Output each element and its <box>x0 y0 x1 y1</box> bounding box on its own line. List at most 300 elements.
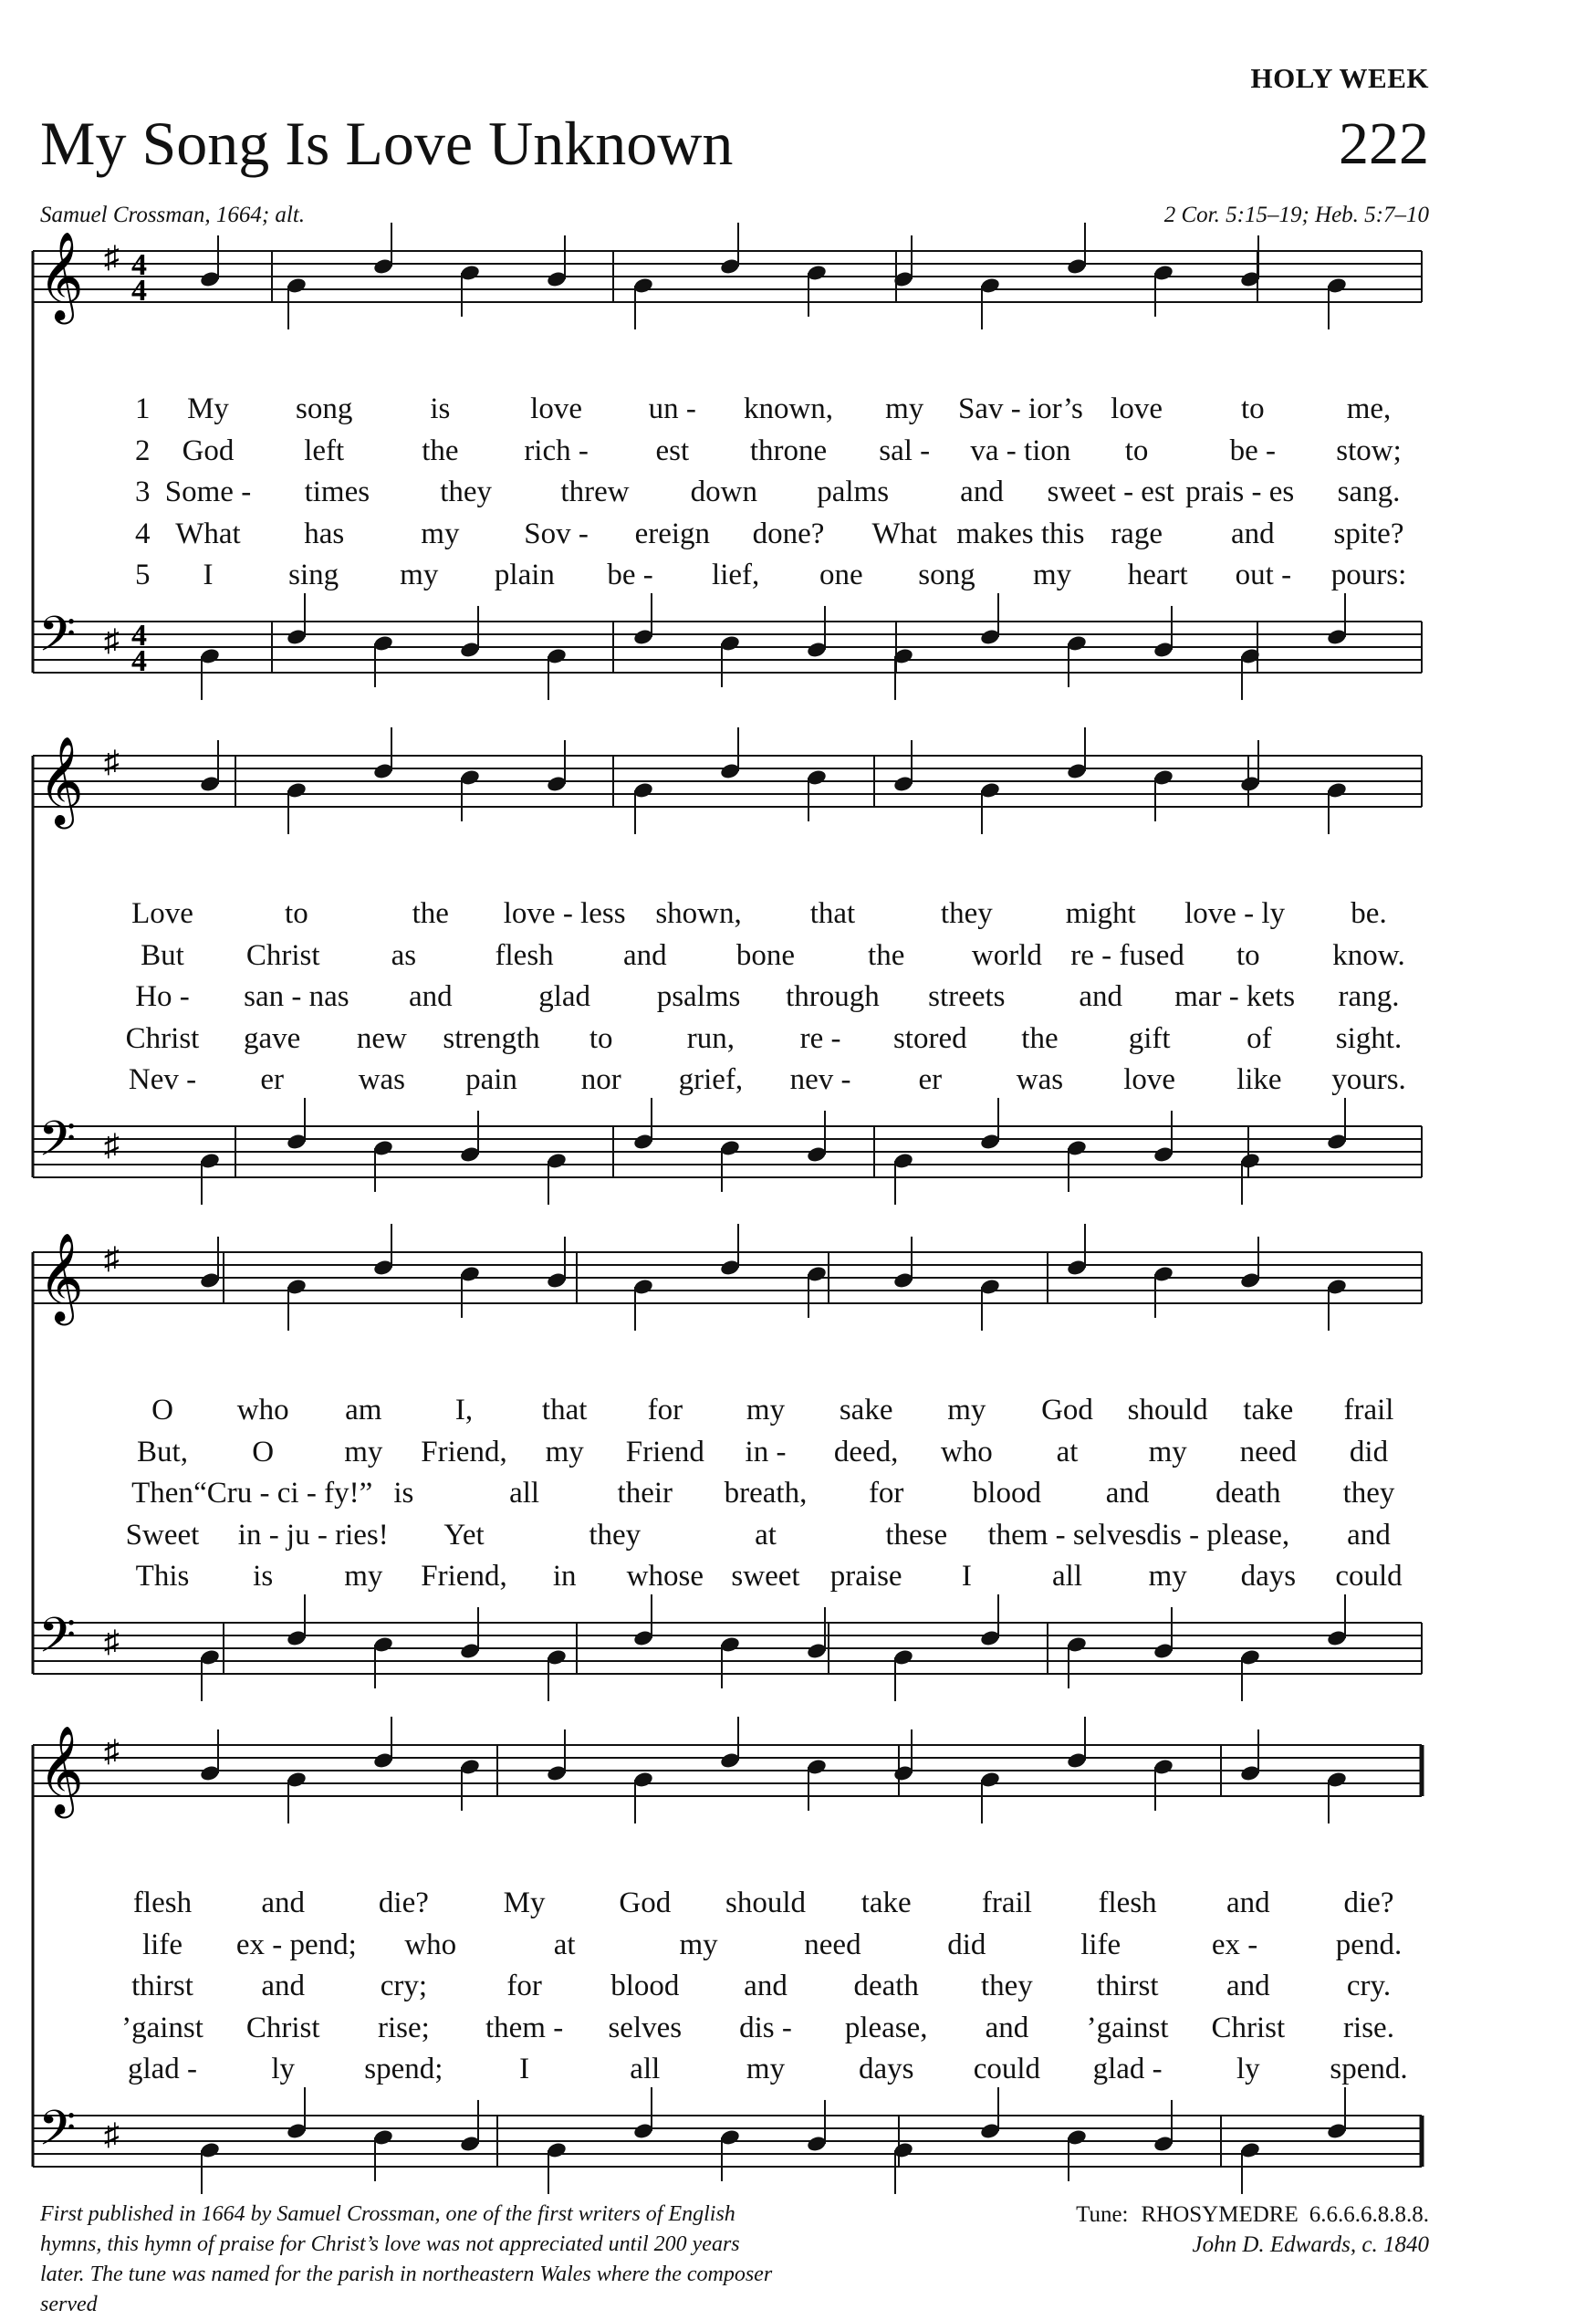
lyric-syllable: love <box>530 392 583 425</box>
lyric-syllable: deed, <box>833 1435 899 1468</box>
lyric-syllable: nev - <box>789 1063 851 1096</box>
lyric-syllable: streets <box>928 980 1006 1013</box>
lyric-syllable: and <box>261 1886 306 1919</box>
lyric-syllable: and <box>1347 1518 1391 1552</box>
lyric-syllable: I <box>961 1560 972 1593</box>
lyric-syllable: left <box>304 434 345 467</box>
lyric-syllable: sal - <box>879 434 931 467</box>
time-signature: 4 <box>131 248 147 282</box>
lyric-syllable: Christ <box>245 938 320 972</box>
lyric-syllable: Some - <box>164 475 252 508</box>
lyric-syllable: grief, <box>678 1063 744 1096</box>
lyric-syllable: known, <box>743 392 834 425</box>
treble-clef-icon: 𝄞 <box>38 1725 84 1814</box>
lyric-syllable: ex - pend; <box>235 1928 357 1961</box>
lyric-syllable: What <box>871 517 937 550</box>
lyric-syllable: and <box>408 980 453 1013</box>
lyric-syllable: palms <box>817 475 890 508</box>
lyric-syllable: rise; <box>377 2011 430 2044</box>
lyric-syllable: my <box>746 2053 786 2085</box>
lyric-syllable: in <box>552 1560 577 1593</box>
lyric-syllable: could <box>1335 1560 1403 1593</box>
verse-number: 4 <box>135 517 151 550</box>
note-head <box>372 223 394 276</box>
lyric-syllable: should <box>1127 1394 1208 1426</box>
lyric-syllable: die? <box>378 1886 429 1919</box>
lyric-syllable: like <box>1236 1063 1282 1096</box>
note-head <box>1326 593 1348 646</box>
lyric-syllable: selves <box>608 2011 683 2044</box>
lyric-syllable: Sav - ior’s <box>957 392 1083 425</box>
note-head <box>632 593 654 646</box>
note-head <box>459 2100 481 2153</box>
tune-line <box>1076 2200 1429 2230</box>
lyric-syllable: lief, <box>712 559 760 591</box>
note-head <box>199 235 221 288</box>
lyric-syllable: that <box>541 1394 588 1426</box>
lyric-syllable: who <box>404 1928 457 1961</box>
lyric-syllable: death <box>853 1970 919 2002</box>
lyric-syllable: Sweet <box>125 1518 200 1552</box>
sharp-icon: ♯ <box>104 746 120 779</box>
note-head <box>892 1730 914 1782</box>
sharp-icon: ♯ <box>104 1625 120 1659</box>
lyric-syllable: take <box>1243 1394 1294 1426</box>
lyric-syllable: my <box>1148 1560 1187 1593</box>
note-head <box>372 1224 394 1277</box>
lyric-syllable: times <box>304 475 370 508</box>
lyric-syllable: and <box>1230 517 1275 550</box>
treble-staff <box>33 1745 1422 1796</box>
lyric-syllable: shown, <box>655 897 742 930</box>
lyric-syllable: has <box>304 517 345 550</box>
note-head <box>546 1730 568 1782</box>
lyric-syllable: Sov - <box>524 517 589 550</box>
lyric-syllable: praise <box>829 1560 902 1593</box>
lyric-syllable: Friend, <box>421 1560 507 1593</box>
lyric-syllable: and <box>985 2011 1029 2044</box>
treble-staff <box>33 1252 1422 1303</box>
lyric-syllable: ereign <box>634 517 711 550</box>
lyric-syllable: run, <box>686 1021 735 1055</box>
lyric-syllable: stow; <box>1336 434 1402 467</box>
note-head <box>459 1111 481 1164</box>
lyric-syllable: know. <box>1332 938 1405 972</box>
verse-number: 1 <box>135 392 151 425</box>
lyric-syllable: done? <box>752 517 825 550</box>
lyric-syllable: was <box>1016 1063 1064 1096</box>
note-head <box>719 727 741 780</box>
time-signature: 4 <box>131 619 147 653</box>
lyric-syllable: pain <box>465 1063 517 1096</box>
lyric-syllable: spend. <box>1330 2053 1408 2085</box>
note-head <box>632 1098 654 1151</box>
treble-staff <box>33 756 1422 807</box>
lyric-syllable: death <box>1215 1477 1281 1510</box>
lyric-syllable: Christ <box>125 1021 200 1055</box>
lyric-syllable: song <box>918 559 975 591</box>
note-head <box>806 2100 828 2153</box>
lyric-syllable: plain <box>494 559 555 591</box>
bass-clef-icon: 𝄢 <box>38 1608 77 1676</box>
lyric-syllable: for <box>647 1394 683 1426</box>
note-head <box>632 1594 654 1647</box>
lyric-syllable: to <box>1240 392 1265 425</box>
bass-clef-icon: 𝄢 <box>38 1112 77 1179</box>
lyric-syllable: blood <box>610 1970 680 2002</box>
lyric-syllable: ex - <box>1211 1928 1258 1961</box>
note-head <box>199 1730 221 1782</box>
lyric-syllable: God <box>182 434 235 467</box>
note-head <box>1153 1111 1174 1164</box>
lyric-syllable: blood <box>972 1477 1041 1510</box>
lyric-syllable: prais - es <box>1185 475 1295 508</box>
lyric-syllable: my <box>947 1394 986 1426</box>
lyric-syllable: flesh <box>495 938 554 972</box>
note-head <box>1239 235 1261 288</box>
lyric-syllable: But <box>141 938 184 972</box>
lyric-syllable: all <box>630 2053 661 2085</box>
lyric-syllable: life <box>1080 1928 1121 1961</box>
note-head <box>286 1594 308 1647</box>
composer-credit: John D. Edwards, c. 1840 <box>1192 2232 1429 2257</box>
lyric-syllable: be - <box>607 559 653 591</box>
lyric-syllable: is <box>393 1477 414 1510</box>
lyric-syllable: of <box>1247 1021 1272 1055</box>
lyric-syllable: dis - <box>739 2011 792 2044</box>
lyric-syllable: ly <box>271 2053 296 2085</box>
lyric-syllable: my <box>746 1394 786 1426</box>
lyric-syllable: Christ <box>1211 2011 1286 2044</box>
lyric-syllable: I <box>203 559 214 591</box>
hymn-title: My Song Is Love Unknown <box>40 109 734 178</box>
note-head <box>806 1111 828 1164</box>
sharp-icon: ♯ <box>104 241 120 275</box>
tune-info <box>1076 2200 1429 2260</box>
lyric-syllable: please, <box>844 2011 928 2044</box>
sharp-icon: ♯ <box>104 1735 120 1769</box>
lyric-syllable: my <box>344 1560 383 1593</box>
lyric-syllable: un - <box>648 392 696 425</box>
lyric-syllable: them - <box>485 2011 564 2044</box>
treble-clef-icon: 𝄞 <box>38 1232 84 1322</box>
lyric-syllable: to <box>1236 938 1260 972</box>
lyric-syllable: pend. <box>1335 1928 1403 1961</box>
note-head <box>892 1237 914 1290</box>
lyric-syllable: ’gainst <box>1086 2011 1169 2044</box>
lyric-syllable: did <box>947 1928 986 1961</box>
lyric-syllable: my <box>421 517 460 550</box>
lyric-syllable: could <box>973 2053 1041 2085</box>
note-head <box>1153 2100 1174 2153</box>
lyric-syllable: at <box>553 1928 576 1961</box>
lyric-syllable: they <box>1342 1477 1395 1510</box>
lyric-syllable: and <box>744 1970 788 2002</box>
note-head <box>892 740 914 793</box>
note-head <box>286 1098 308 1151</box>
lyric-syllable: sake <box>839 1394 893 1426</box>
lyric-syllable: re - <box>799 1021 841 1055</box>
lyric-syllable: rich - <box>524 434 589 467</box>
note-head <box>546 1237 568 1290</box>
lyric-syllable: ’gainst <box>121 2011 203 2044</box>
lyric-syllable: nor <box>580 1063 621 1096</box>
note-head <box>1153 1607 1174 1660</box>
hymn-number: 222 <box>1339 110 1429 177</box>
lyric-syllable: they <box>589 1518 642 1552</box>
sharp-icon: ♯ <box>104 1242 120 1276</box>
lyric-syllable: spite? <box>1333 517 1404 550</box>
lyric-syllable: and <box>1226 1970 1270 2002</box>
treble-clef-icon: 𝄞 <box>38 736 84 825</box>
lyric-syllable: take <box>861 1886 912 1919</box>
lyric-syllable: my <box>344 1435 383 1468</box>
lyric-syllable: at <box>1056 1435 1079 1468</box>
lyric-syllable: and <box>1105 1477 1150 1510</box>
time-signature: 4 <box>131 644 147 678</box>
hymn-footnote: First published in 1664 by Samuel Crossman, one of the first writers of English hymns, this hymn of praise for Christ’s love was not appreciated until 200 years later. The tune was named for the parish in northeastern Wales where the composer served <box>40 2202 773 2316</box>
note-head <box>979 593 1001 646</box>
lyric-syllable: the <box>1021 1021 1059 1055</box>
lyric-syllable: die? <box>1343 1886 1394 1919</box>
lyric-syllable: love <box>1111 392 1163 425</box>
note-head <box>1066 1224 1088 1277</box>
lyric-syllable: down <box>690 475 757 508</box>
lyric-syllable: God <box>619 1886 672 1919</box>
lyric-syllable: throne <box>749 434 828 467</box>
lyric-syllable: was <box>358 1063 406 1096</box>
lyric-syllable: be. <box>1351 897 1387 930</box>
lyric-syllable: er <box>918 1063 943 1096</box>
note-head <box>806 606 828 659</box>
note-head <box>199 740 221 793</box>
lyric-syllable: God <box>1041 1394 1093 1426</box>
note-head <box>1326 2087 1348 2140</box>
bass-clef-icon: 𝄢 <box>38 2101 77 2168</box>
lyric-syllable: psalms <box>656 980 741 1013</box>
lyric-syllable: flesh <box>132 1886 193 1919</box>
note-head <box>459 606 481 659</box>
lyric-syllable: Nev - <box>128 1063 197 1096</box>
lyric-syllable: sweet - est <box>1047 475 1174 508</box>
lyric-syllable: them - selves <box>987 1518 1147 1552</box>
tune-name: RHOSYMEDRE <box>1141 2202 1299 2227</box>
lyric-syllable: they <box>440 475 493 508</box>
lyric-syllable: and <box>1226 1886 1270 1919</box>
lyric-syllable: Love <box>131 897 193 930</box>
lyric-syllable: my <box>1032 559 1072 591</box>
lyric-syllable: re - fused <box>1070 938 1184 972</box>
lyric-syllable: rage <box>1111 517 1163 550</box>
lyric-syllable: who <box>236 1394 289 1426</box>
verse-number: 5 <box>135 559 151 591</box>
note-head <box>286 2087 308 2140</box>
lyric-syllable: the <box>422 434 459 467</box>
note-head <box>1326 1594 1348 1647</box>
note-head <box>372 1717 394 1770</box>
lyric-syllable: one <box>819 559 863 591</box>
lyric-syllable: ly <box>1236 2053 1260 2085</box>
lyric-syllable: did <box>1349 1435 1389 1468</box>
lyric-syllable: who <box>940 1435 993 1468</box>
note-head <box>1326 1098 1348 1151</box>
lyric-syllable: be - <box>1229 434 1276 467</box>
note-head <box>459 1607 481 1660</box>
treble-staff <box>33 251 1422 302</box>
lyric-syllable: cry; <box>380 1970 428 2002</box>
lyric-syllable: me, <box>1346 392 1392 425</box>
lyric-syllable: est <box>655 434 690 467</box>
lyric-syllable: is <box>430 392 451 425</box>
lyric-syllable: my <box>1148 1435 1187 1468</box>
lyric-syllable: glad - <box>127 2053 198 2085</box>
lyric-syllable: that <box>809 897 856 930</box>
lyric-syllable: the <box>868 938 905 972</box>
lyric-syllable: sang. <box>1337 475 1401 508</box>
lyric-syllable: My <box>187 392 229 425</box>
note-head <box>979 1098 1001 1151</box>
lyric-syllable: days <box>858 2053 914 2085</box>
lyric-syllable: flesh <box>1098 1886 1157 1919</box>
lyric-syllable: song <box>296 392 353 425</box>
lyric-syllable: as <box>391 938 417 972</box>
note-head <box>1066 223 1088 276</box>
lyric-syllable: sight. <box>1335 1021 1403 1055</box>
note-head <box>1239 1237 1261 1290</box>
lyric-syllable: rang. <box>1338 980 1400 1013</box>
lyric-syllable: breath, <box>724 1477 808 1510</box>
lyric-syllable: Yet <box>443 1518 485 1552</box>
note-head <box>806 1607 828 1660</box>
note-head <box>1153 606 1174 659</box>
lyric-syllable: love - ly <box>1184 897 1286 930</box>
lyric-syllable: heart <box>1127 559 1188 591</box>
lyric-syllable: va - tion <box>970 434 1071 467</box>
lyric-syllable: need <box>1239 1435 1297 1468</box>
lyric-syllable: bone <box>735 938 796 972</box>
lyric-syllable: am <box>345 1394 382 1426</box>
lyric-syllable: But, <box>137 1435 188 1468</box>
lyric-syllable: thirst <box>1096 1970 1159 2002</box>
section-label: HOLY WEEK <box>1250 62 1429 94</box>
lyric-syllable: spend; <box>364 2053 443 2085</box>
lyric-syllable: my <box>679 1928 718 1961</box>
lyric-syllable: is <box>253 1560 274 1593</box>
note-head <box>1239 740 1261 793</box>
lyric-syllable: all <box>1052 1560 1082 1593</box>
sharp-icon: ♯ <box>104 1129 120 1163</box>
lyric-syllable: my <box>885 392 924 425</box>
lyric-syllable: yours. <box>1331 1063 1406 1096</box>
lyric-syllable: days <box>1240 1560 1297 1593</box>
lyric-syllable: they <box>940 897 993 930</box>
note-head <box>546 740 568 793</box>
note-head <box>719 1224 741 1277</box>
note-head <box>632 2087 654 2140</box>
note-head <box>719 223 741 276</box>
lyric-syllable: I, <box>454 1394 474 1426</box>
sharp-icon: ♯ <box>104 624 120 658</box>
note-head <box>1239 1730 1261 1782</box>
lyric-syllable: to <box>1124 434 1149 467</box>
lyric-syllable: might <box>1065 897 1136 930</box>
lyric-syllable: new <box>356 1021 407 1055</box>
lyric-syllable: Friend, <box>421 1435 507 1468</box>
sharp-icon: ♯ <box>104 2118 120 2152</box>
lyric-syllable: strength <box>443 1021 540 1055</box>
lyric-syllable: pours: <box>1330 559 1407 591</box>
note-head <box>979 2087 1001 2140</box>
lyric-syllable: sweet <box>731 1560 800 1593</box>
lyric-syllable: makes this <box>956 517 1085 550</box>
scripture-reference: 2 Cor. 5:15–19; Heb. 5:7–10 <box>1163 203 1429 227</box>
note-head <box>1066 1717 1088 1770</box>
lyric-syllable: This <box>135 1560 190 1593</box>
lyric-syllable: through <box>786 980 880 1013</box>
note-head <box>1066 727 1088 780</box>
lyric-syllable: stored <box>892 1021 967 1055</box>
lyric-syllable: love <box>1123 1063 1176 1096</box>
lyric-syllable: their <box>617 1477 673 1510</box>
lyric-syllable: “Cru - ci - fy!” <box>193 1477 373 1510</box>
lyric-syllable: world <box>971 938 1042 972</box>
note-head <box>199 1237 221 1290</box>
lyric-syllable: O <box>252 1435 275 1468</box>
lyric-syllable: Then <box>131 1477 193 1510</box>
lyric-syllable: these <box>885 1518 948 1552</box>
verse-number: 2 <box>135 434 151 467</box>
tune-meter: 6.6.6.6.8.8.8. <box>1309 2202 1429 2227</box>
lyric-syllable: and <box>622 938 667 972</box>
lyric-syllable: san - nas <box>244 980 349 1013</box>
note-head <box>979 1594 1001 1647</box>
lyric-syllable: they <box>980 1970 1033 2002</box>
lyric-syllable: in - ju - ries! <box>237 1518 389 1552</box>
tune-label: Tune: <box>1076 2202 1129 2227</box>
lyric-syllable: cry. <box>1346 1970 1392 2002</box>
treble-clef-icon: 𝄞 <box>38 231 84 320</box>
note-head <box>372 727 394 780</box>
lyric-syllable: rise. <box>1343 2011 1394 2044</box>
lyric-syllable: and <box>960 475 1004 508</box>
lyric-syllable: and <box>261 1970 306 2002</box>
lyric-syllable: O <box>151 1394 173 1426</box>
bass-clef-icon: 𝄢 <box>38 607 77 674</box>
note-head <box>546 235 568 288</box>
lyric-syllable: Friend <box>625 1435 704 1468</box>
lyric-syllable: I <box>519 2053 530 2085</box>
lyric-syllable: gave <box>244 1021 301 1055</box>
lyric-syllable: love - less <box>503 897 626 930</box>
lyric-syllable: gift <box>1128 1021 1171 1055</box>
lyric-syllable: sing <box>288 559 339 591</box>
lyric-syllable: should <box>725 1886 807 1919</box>
lyric-syllable: Ho - <box>135 980 190 1013</box>
author-credit: Samuel Crossman, 1664; alt. <box>40 203 306 227</box>
note-head <box>286 593 308 646</box>
lyric-syllable: er <box>260 1063 284 1096</box>
lyric-syllable: in - <box>745 1435 787 1468</box>
lyric-syllable: thirst <box>131 1970 193 2002</box>
lyric-syllable: to <box>589 1021 613 1055</box>
lyric-syllable: mar - kets <box>1174 980 1296 1013</box>
lyric-syllable: to <box>285 897 308 930</box>
lyric-syllable: my <box>400 559 439 591</box>
lyric-syllable: frail <box>1343 1394 1394 1426</box>
lyric-syllable: threw <box>560 475 630 508</box>
lyric-syllable: What <box>175 517 241 550</box>
lyric-syllable: the <box>412 897 449 930</box>
